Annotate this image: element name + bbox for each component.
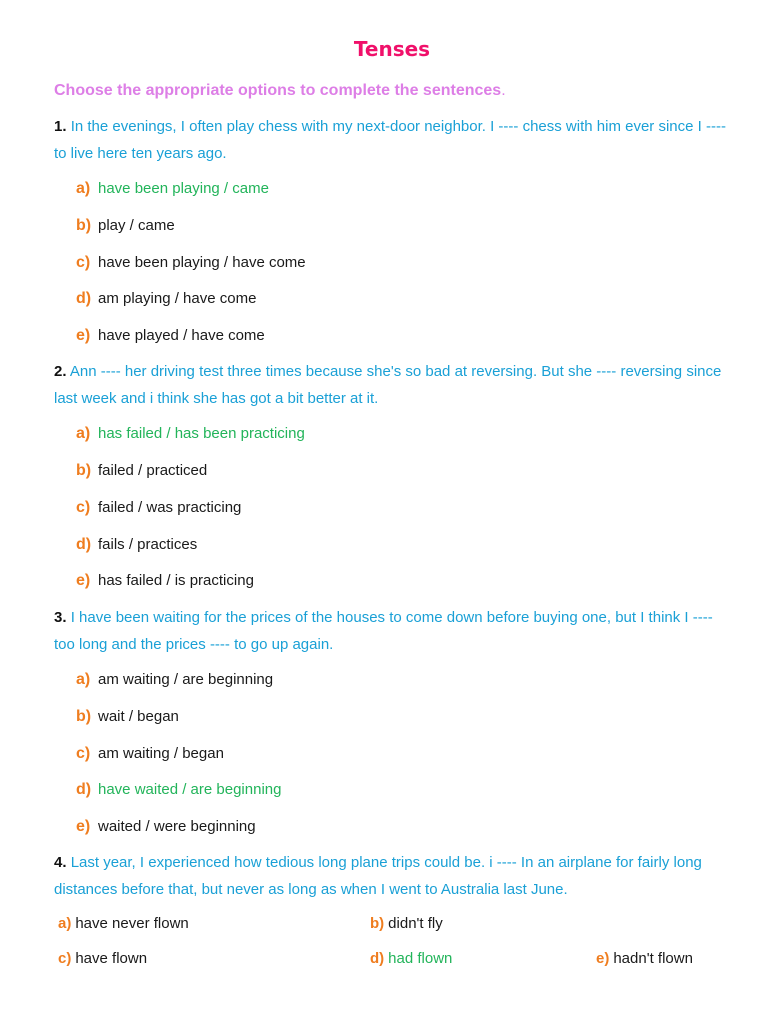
option-letter: e): [596, 950, 610, 967]
option-4d[interactable]: [370, 949, 452, 969]
option-text: play / came: [98, 217, 175, 234]
option-text: am waiting / began: [98, 745, 224, 762]
question-number: 2.: [54, 363, 67, 380]
option-text: have never flown: [75, 915, 189, 932]
option-letter: c): [76, 499, 91, 516]
option-text: have been playing / came: [98, 180, 269, 197]
option-letter: a): [76, 180, 91, 197]
option-3a[interactable]: [76, 670, 273, 690]
option-text: had flown: [388, 950, 453, 967]
option-letter: b): [370, 915, 385, 932]
option-text: has failed / has been practicing: [98, 425, 305, 442]
option-1a[interactable]: [76, 179, 269, 199]
option-letter: a): [76, 671, 91, 688]
question-text: Last year, I experienced how tedious long plane trips could be. i ---- In an airplane for fairly long distances before that, but never as long as when I went to Australia last June.: [54, 854, 702, 898]
option-text: have played / have come: [98, 327, 265, 344]
option-4b[interactable]: [370, 914, 443, 934]
option-letter: c): [76, 254, 91, 271]
question-4: [54, 849, 734, 903]
option-letter: d): [76, 290, 92, 307]
instruction-text: Choose the appropriate options to complete the sentences: [54, 82, 502, 99]
option-2a[interactable]: [76, 424, 305, 444]
option-text: have flown: [75, 950, 148, 967]
option-3c[interactable]: [76, 744, 224, 764]
option-letter: b): [76, 462, 92, 479]
option-letter: e): [76, 818, 91, 835]
option-1b[interactable]: [76, 216, 175, 236]
option-letter: d): [76, 536, 92, 553]
option-letter: b): [76, 217, 92, 234]
option-letter: e): [76, 572, 91, 589]
instruction-period: .: [501, 82, 506, 99]
question-text: In the evenings, I often play chess with my next-door neighbor. I ---- chess with him ever since I ---- to live here ten years ago.: [54, 118, 726, 162]
option-text: didn't fly: [388, 915, 443, 932]
option-4c[interactable]: [58, 949, 147, 969]
option-text: have waited / are beginning: [98, 781, 282, 798]
option-letter: d): [76, 781, 92, 798]
option-1e[interactable]: [76, 326, 265, 346]
option-letter: b): [76, 708, 92, 725]
option-letter: e): [76, 327, 91, 344]
question-text: Ann ---- her driving test three times because she's so bad at reversing. But she ---- reversing since last week and i think she has got a bit better at it.: [54, 363, 722, 407]
option-3e[interactable]: [76, 817, 256, 837]
question-text: I have been waiting for the prices of the houses to come down before buying one, but I think I ---- too long and the prices ---- to go up again.: [54, 609, 713, 653]
option-text: am waiting / are beginning: [98, 671, 274, 688]
option-letter: d): [370, 950, 385, 967]
option-2b[interactable]: [76, 461, 207, 481]
option-text: waited / were beginning: [98, 818, 256, 835]
option-text: has failed / is practicing: [98, 572, 254, 589]
option-1c[interactable]: [76, 253, 306, 273]
option-letter: c): [58, 950, 72, 967]
option-text: failed / practiced: [98, 462, 208, 479]
option-text: failed / was practicing: [98, 499, 242, 516]
option-1d[interactable]: [76, 289, 256, 309]
option-letter: a): [58, 915, 72, 932]
option-2e[interactable]: [76, 571, 254, 591]
question-number: 4.: [54, 854, 67, 871]
option-text: hadn't flown: [613, 950, 693, 967]
option-text: fails / practices: [98, 536, 198, 553]
instruction: [54, 80, 506, 102]
option-text: am playing / have come: [98, 290, 257, 307]
question-number: 1.: [54, 118, 67, 135]
option-letter: c): [76, 745, 91, 762]
option-3b[interactable]: [76, 707, 179, 727]
option-4e[interactable]: [596, 949, 693, 969]
option-3d[interactable]: [76, 780, 281, 800]
option-letter: a): [76, 425, 91, 442]
option-4a[interactable]: [58, 914, 189, 934]
page-title: Tenses: [353, 37, 431, 61]
option-text: wait / began: [98, 708, 179, 725]
option-2d[interactable]: [76, 535, 197, 555]
question-1: [54, 113, 734, 167]
question-2: [54, 358, 734, 412]
question-number: 3.: [54, 609, 67, 626]
question-3: [54, 604, 734, 658]
option-2c[interactable]: [76, 498, 241, 518]
option-text: have been playing / have come: [98, 254, 306, 271]
